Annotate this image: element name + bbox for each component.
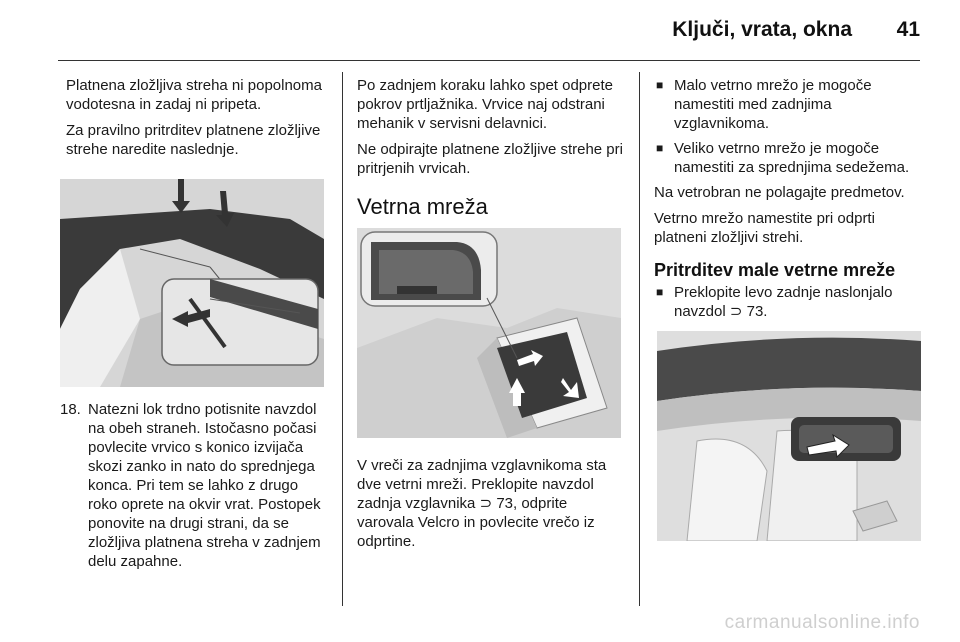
bullet-square-icon: ■: [656, 78, 664, 92]
subsection-title: Pritrditev male vetrne mreže: [654, 260, 896, 280]
page-number: 41: [896, 18, 920, 41]
rear-backrest-illustration: [657, 331, 921, 541]
figure-rear-seat-backrest: [657, 331, 921, 541]
bullet-square-icon: ■: [656, 285, 664, 299]
paragraph: Vetrno mrežo namestite pri odprti platneni zložljivi strehi.: [654, 210, 875, 246]
paragraph: Za pravilno pritrditev platnene zložljive strehe naredite naslednje.: [66, 122, 321, 158]
step-18: [60, 400, 328, 571]
roof-illustration: [60, 179, 324, 387]
step-number: 18.: [60, 401, 81, 418]
paragraph-text: V vreči za zadnjima vzglavnikoma sta dve vetrni mreži. Preklopite navzdol zadnja vzglavnika: [357, 457, 607, 512]
wind-deflector-paragraph: [357, 456, 627, 551]
header-rule: [58, 60, 920, 61]
list-item-text: Malo vetrno mrežo je mogoče namestiti med zadnjima vzglavnikoma.: [674, 77, 872, 132]
column-2: [357, 76, 625, 238]
list-item: [654, 139, 926, 177]
figure-convertible-roof-cord: [60, 179, 324, 387]
paragraph-text-ref: 73, odprite varovala Velcro in povlecite vrečo iz odprtine.: [357, 495, 595, 550]
column-3: [654, 76, 926, 327]
list-item: [654, 283, 926, 321]
watermark: carmanualsonline.info: [724, 612, 920, 633]
section-title: Vetrna mreža: [357, 194, 488, 219]
page-header-title: Ključi, vrata, okna: [672, 18, 852, 41]
column-divider-2: [639, 72, 640, 606]
paragraph: Po zadnjem koraku lahko spet odprete pokrov prtljažnika. Vrvice naj odstrani mehanik v servisni delavnici.: [357, 77, 613, 132]
list-item-text: Veliko vetrno mrežo je mogoče namestiti za sprednjima sedežema.: [674, 140, 910, 176]
paragraph: Ne odpirajte platnene zložljive strehe pri pritrjenih vrvicah.: [357, 141, 623, 177]
column-divider-1: [342, 72, 343, 606]
page-ref-icon: ⊃: [479, 495, 493, 512]
step-text: Natezni lok trdno potisnite navzdol na obeh straneh. Istočasno počasi povlecite vrvico s konico izvijača skozi zanko in nato do sprednjega konca. Pri tem se lahko z drugo roko oprete na okvir vrat. Postopek ponovite na drugi strani, da se zložljiva platnena streha v zadnjem delu zapahne.: [88, 401, 321, 570]
paragraph: Na vetrobran ne polagajte predmetov.: [654, 184, 905, 201]
paragraph: Platnena zložljiva streha ni popolnoma vodotesna in zadaj ni pripeta.: [66, 77, 322, 113]
page-ref-icon: ⊃: [729, 303, 743, 320]
wind-deflector-bag-illustration: [357, 228, 621, 438]
column-1: [66, 76, 328, 166]
list-item-text: Preklopite levo zadnje naslonjalo navzdol: [674, 284, 893, 320]
list-item: [654, 76, 926, 133]
bullet-square-icon: ■: [656, 141, 664, 155]
figure-wind-deflector-bag: [357, 228, 621, 438]
list-item-text-ref: 73.: [742, 303, 768, 320]
